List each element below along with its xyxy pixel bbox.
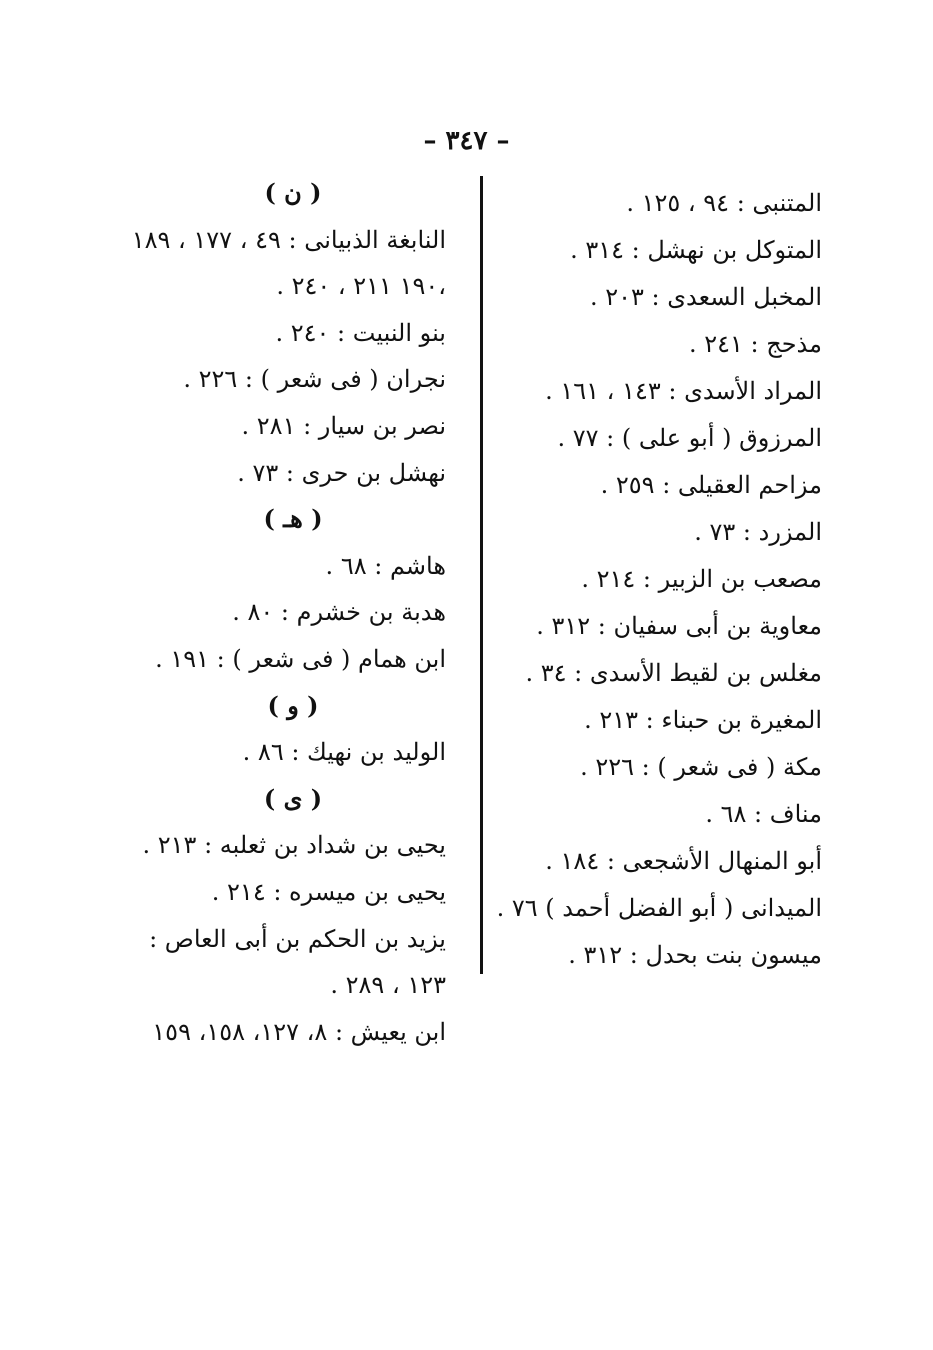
page-number: – ٣٤٧ – — [423, 126, 510, 156]
index-entry: مناف : ٦٨ . — [705, 800, 822, 828]
index-entry: ١٢٣ ، ٢٨٩ . — [330, 971, 446, 1000]
letter-heading: ( ى ) — [263, 783, 323, 813]
index-entry: مغلس بن لقيط الأسدى : ٣٤ . — [525, 659, 822, 687]
index-entry: الميدانى ( أبو الفضل أحمد ) ٧٦ . — [496, 894, 822, 922]
index-entry: يحيى بن ميسره : ٢١٤ . — [211, 877, 446, 906]
index-entry: المرزوق ( أبو على ) : ٧٧ . — [557, 424, 822, 452]
index-entry: الوليد بن نهيك : ٨٦ . — [242, 738, 446, 767]
index-entry: هاشم : ٦٨ . — [325, 551, 446, 580]
index-entry: أبو المنهال الأشجعى : ١٨٤ . — [545, 847, 822, 875]
index-entry: نهشل بن حرى : ٧٣ . — [237, 458, 446, 487]
index-entry: المراد الأسدى : ١٤٣ ، ١٦١ . — [545, 377, 822, 405]
index-entry: المغيرة بن حبناء : ٢١٣ . — [584, 706, 822, 734]
index-entry: نصر بن سيار : ٢٨١ . — [241, 411, 446, 440]
index-column-right — [496, 180, 822, 979]
index-entry: مصعب بن الزبير : ٢١٤ . — [581, 565, 822, 593]
index-entry: ميسون بنت بحدل : ٣١٢ . — [568, 941, 822, 969]
index-entry: النابغة الذبيانى : ٤٩ ، ١٧٧ ، ١٨٩ — [131, 225, 446, 254]
index-entry: هدبة بن خشرم : ٨٠ . — [232, 598, 446, 627]
index-column-left — [131, 170, 446, 1055]
index-entry: المزرد : ٧٣ . — [694, 518, 822, 546]
letter-heading: ( هـ ) — [263, 504, 323, 534]
index-entry: ابن يعيش : ٨، ١٢٧، ١٥٨، ١٥٩ — [152, 1017, 446, 1046]
index-entry: ،١٩٠ ٢١١ ، ٢٤٠ . — [276, 272, 446, 301]
letter-heading: ( ن ) — [264, 178, 322, 207]
index-entry: مكة ( فى شعر ) : ٢٢٦ . — [580, 753, 822, 781]
index-entry: معاوية بن أبى سفيان : ٣١٢ . — [536, 612, 822, 640]
index-entry: يزيد بن الحكم بن أبى العاص : — [149, 924, 446, 953]
index-entry: نجران ( فى شعر ) : ٢٢٦ . — [183, 365, 446, 394]
index-entry: مزاحم العقيلى : ٢٥٩ . — [600, 471, 822, 499]
index-entry: ابن همام ( فى شعر ) : ١٩١ . — [155, 644, 446, 673]
index-entry: المتوكل بن نهشل : ٣١٤ . — [570, 236, 822, 264]
index-entry: مذحج : ٢٤١ . — [688, 330, 822, 358]
index-entry: بنو النبيت : ٢٤٠ . — [275, 318, 446, 347]
index-entry: المخبل السعدى : ٢٠٣ . — [589, 283, 822, 311]
letter-heading: ( و ) — [267, 690, 319, 720]
index-entry: المتنبى : ٩٤ ، ١٢٥ . — [626, 189, 822, 217]
column-divider — [480, 176, 483, 974]
index-entry: يحيى بن شداد بن ثعلبه : ٢١٣ . — [142, 831, 446, 860]
